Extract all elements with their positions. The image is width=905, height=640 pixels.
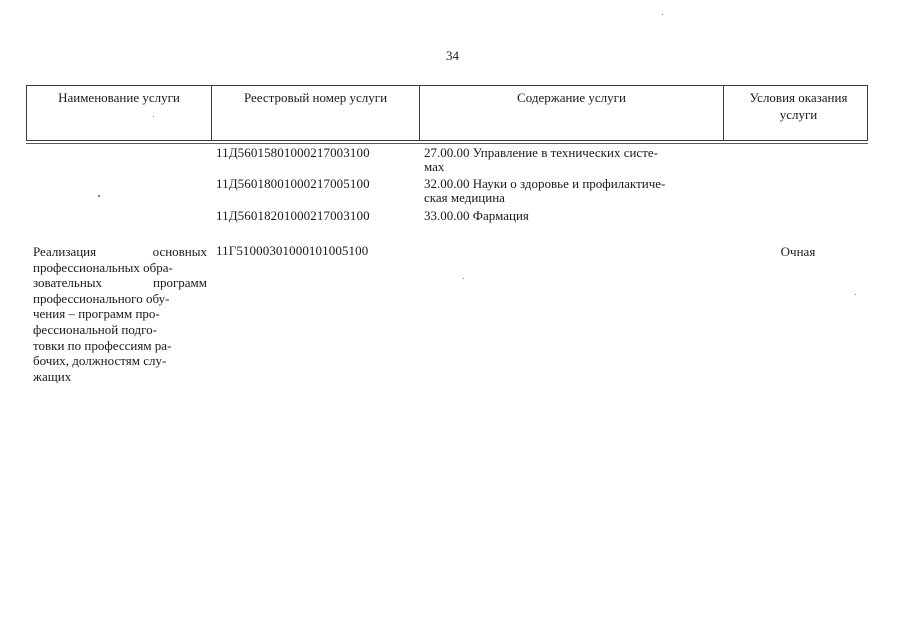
service-name: Реализация основных профессиональных обра- зовательных программ профессионального обу- чения – программ про- фессиональной подго- товки по профессиям ра- бочих, должностям слу- жащих bbox=[33, 244, 207, 384]
registry-number: 11Д56018201000217003100 bbox=[216, 208, 370, 223]
service-condition: Очная bbox=[780, 244, 816, 259]
service-content: 33.00.00 Фармация bbox=[424, 208, 529, 223]
service-content: 27.00.00 Управление в технических систе- мах bbox=[424, 145, 658, 174]
scan-speck bbox=[463, 278, 464, 279]
scan-speck bbox=[153, 116, 154, 117]
table-header bbox=[26, 85, 868, 141]
scan-speck bbox=[98, 195, 100, 197]
header-service-conditions: Условия оказания услуги bbox=[749, 90, 848, 122]
registry-number: 11Д56018001000217005100 bbox=[216, 176, 370, 191]
table-divider bbox=[26, 143, 868, 144]
header-service-content: Содержание услуги bbox=[420, 86, 724, 140]
registry-number: 11Д56015801000217003100 bbox=[216, 145, 370, 160]
header-registry-number: Реестровый номер услуги bbox=[212, 86, 420, 140]
header-service-name: Наименование услуги bbox=[27, 86, 212, 140]
registry-number: 11Г51000301000101005100 bbox=[216, 243, 369, 258]
page-number: 34 bbox=[446, 48, 459, 63]
service-content: 32.00.00 Науки о здоровье и профилактиче- ская медицина bbox=[424, 176, 666, 205]
scan-speck bbox=[855, 294, 856, 295]
scan-speck bbox=[662, 14, 663, 15]
